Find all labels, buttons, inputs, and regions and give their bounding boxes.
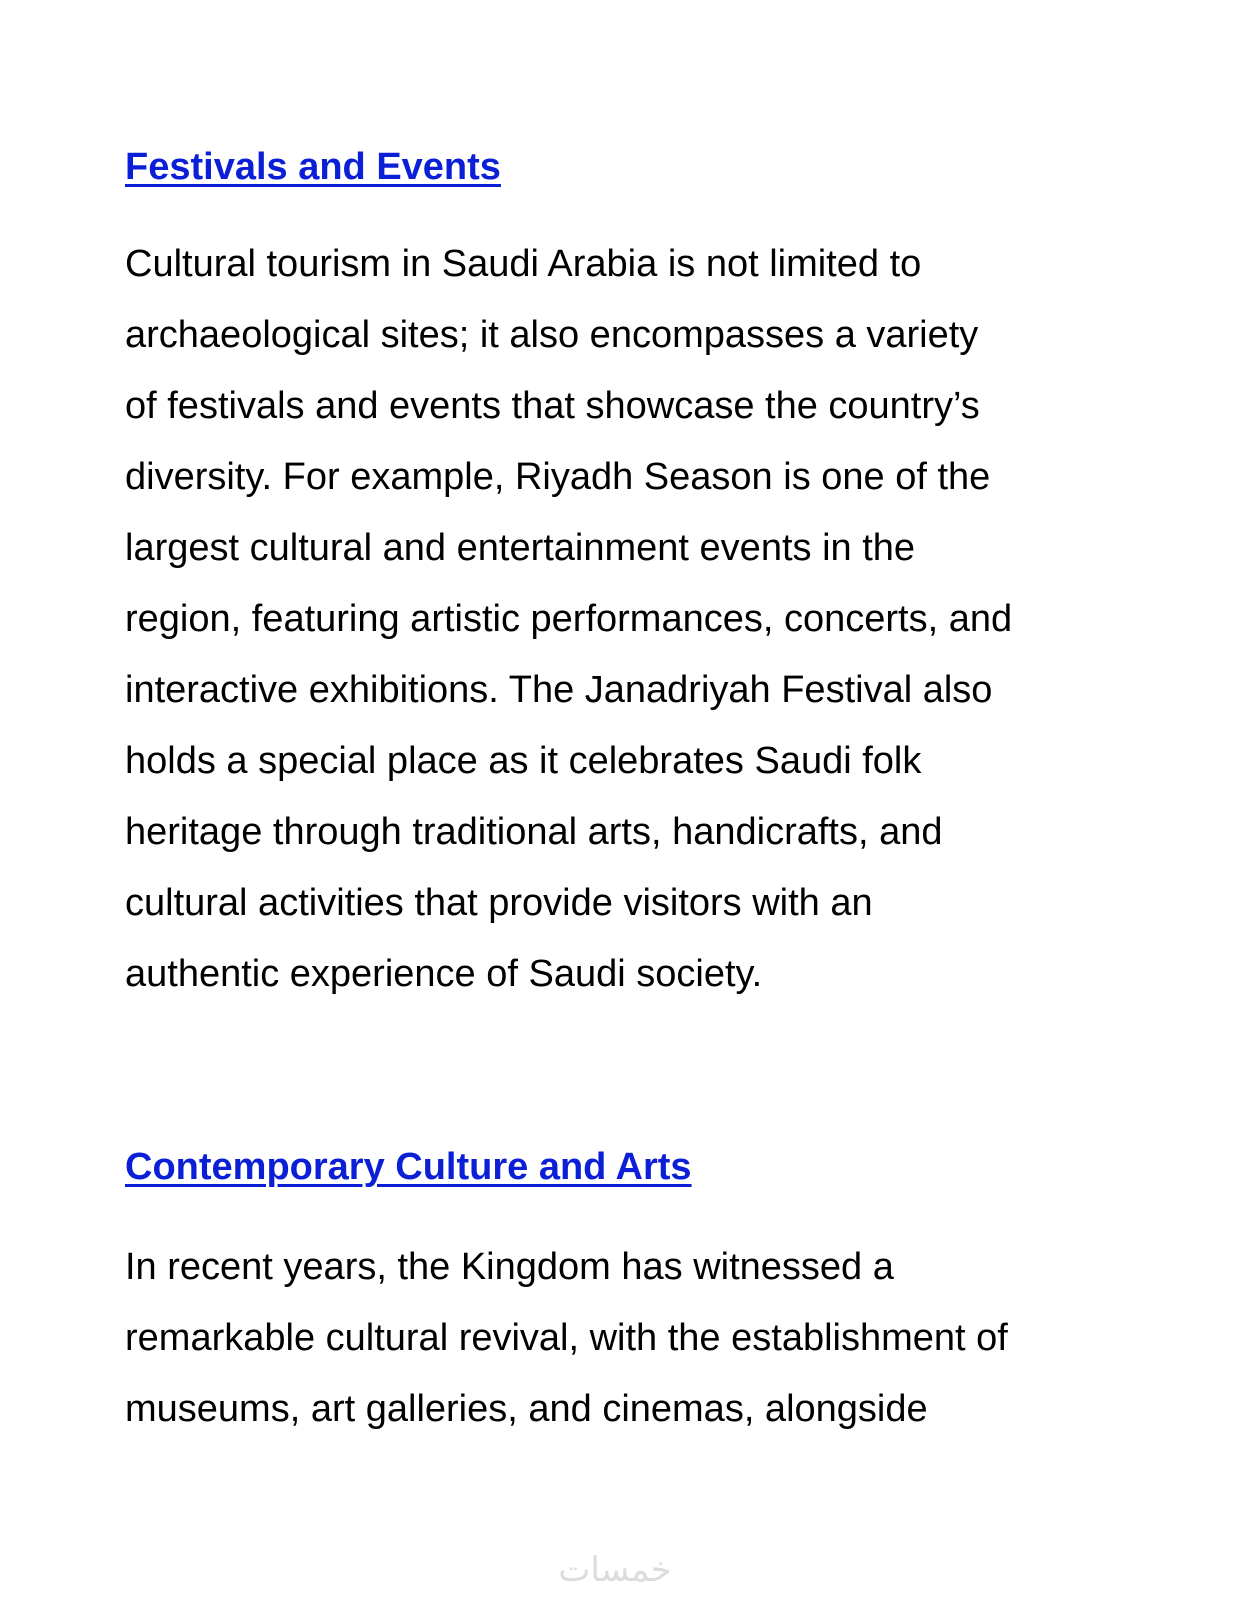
text-line: In recent years, the Kingdom has witnessed a xyxy=(125,1246,894,1288)
text-line: cultural activities that provide visitors with an xyxy=(125,882,873,924)
text-line: heritage through traditional arts, handicrafts, and xyxy=(125,811,943,853)
text-line: region, featuring artistic performances, concerts, and xyxy=(125,598,1013,640)
text-line: diversity. For example, Riyadh Season is one of the xyxy=(125,456,991,498)
khamsat-watermark: خمسات xyxy=(558,1550,672,1590)
text-line: archaeological sites; it also encompasses a variety xyxy=(125,314,979,356)
paragraph-festivals-and-events xyxy=(125,229,1125,1010)
section-heading-contemporary-culture-and-arts[interactable]: Contemporary Culture and Arts xyxy=(125,1146,692,1188)
paragraph-contemporary-culture-and-arts xyxy=(125,1232,1125,1445)
section-heading-festivals-and-events[interactable]: Festivals and Events xyxy=(125,146,501,188)
text-line: holds a special place as it celebrates Saudi folk xyxy=(125,740,922,782)
text-line: authentic experience of Saudi society. xyxy=(125,953,763,995)
text-line: remarkable cultural revival, with the establishment of xyxy=(125,1317,1008,1359)
text-line: largest cultural and entertainment events in the xyxy=(125,527,916,569)
text-line: Cultural tourism in Saudi Arabia is not limited to xyxy=(125,243,922,285)
text-line: interactive exhibitions. The Janadriyah Festival also xyxy=(125,669,993,711)
text-line: of festivals and events that showcase the country’s xyxy=(125,385,980,427)
text-line: museums, art galleries, and cinemas, alongside xyxy=(125,1388,928,1430)
